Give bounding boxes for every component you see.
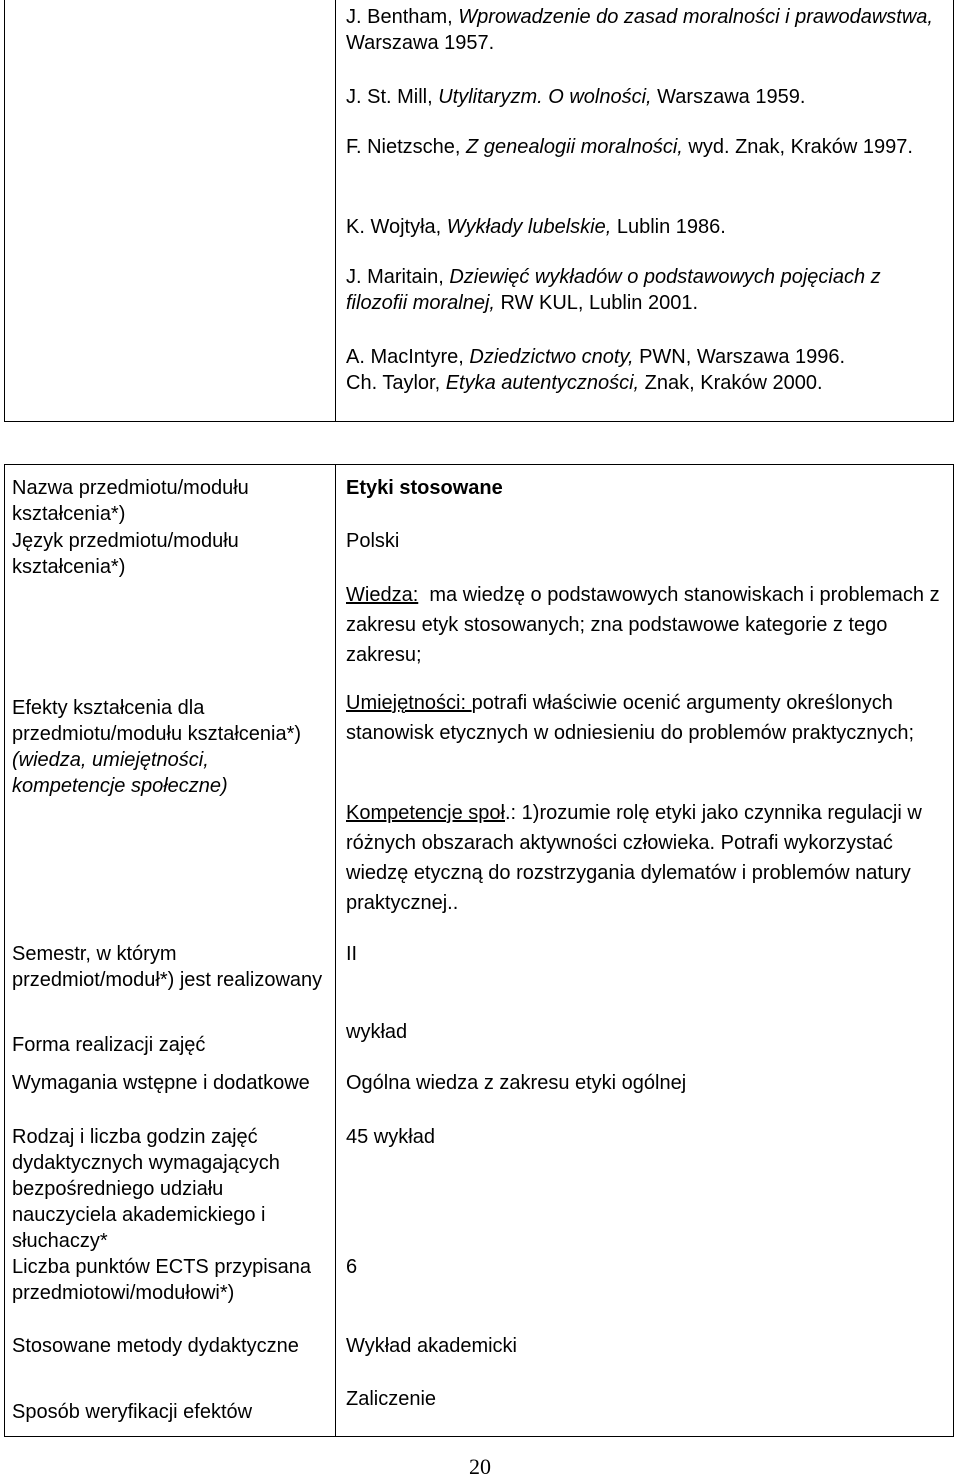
prerequisites-label: Wymagania wstępne i dodatkowe <box>12 1072 310 1094</box>
bibliography-entry: J. Bentham, Wprowadzenie do zasad moralności i prawodawstwa, Warszawa 1957. <box>346 6 933 54</box>
ects-label: Liczba punktów ECTS przypisana przedmiotowi/modułowi*) <box>12 1256 312 1304</box>
bibliography-label-cell <box>11 0 333 420</box>
class-form-value: wykład <box>346 1021 408 1043</box>
methods-label: Stosowane metody dydaktyczne <box>12 1335 299 1357</box>
language-value: Polski <box>346 530 400 552</box>
prerequisites-value: Ogólna wiedza z zakresu etyki ogólnej <box>346 1072 687 1094</box>
language-label: Język przedmiotu/modułu kształcenia*) <box>12 530 239 578</box>
verification-value: Zaliczenie <box>346 1388 437 1410</box>
bibliography-entry: F. Nietzsche, Z genealogii moralności, wyd. Znak, Kraków 1997. <box>346 136 913 158</box>
page-number: 20 <box>469 1454 491 1479</box>
column-divider <box>335 0 336 421</box>
course-name-value: Etyki stosowane <box>346 477 503 499</box>
skills-outcome: Umiejętności: potrafi właściwie ocenić argumenty określonych stanowisk etycznych w odniesieniu do problemów praktycznych; <box>346 692 915 744</box>
column-divider <box>335 465 336 1436</box>
competence-outcome: Kompetencje społ.: 1)rozumie rolę etyki jako czynnika regulacji w różnych obszarach aktywności człowieka. Potrafi wykorzystać wiedzę etyczną do rozstrzygania dylematów i problemów natury praktycznej.. <box>346 802 922 914</box>
bibliography-entry: J. Maritain, Dziewięć wykładów o podstawowych pojęciach z filozofii moralnej, RW KUL, Lublin 2001. <box>346 266 881 314</box>
hours-value: 45 wykład <box>346 1126 435 1148</box>
verification-label: Sposób weryfikacji efektów <box>12 1401 253 1423</box>
semester-label: Semestr, w którym przedmiot/moduł*) jest realizowany <box>12 943 323 991</box>
ects-value: 6 <box>346 1256 358 1278</box>
knowledge-outcome: Wiedza: ma wiedzę o podstawowych stanowiskach i problemach z zakresu etyk stosowanych; zna podstawowe kategorie z tego zakresu; <box>346 584 946 666</box>
bibliography-entry: J. St. Mill, Utylitaryzm. O wolności, Warszawa 1959. <box>346 86 806 108</box>
bibliography-entry: A. MacIntyre, Dziedzictwo cnoty, PWN, Warszawa 1996. <box>346 346 846 368</box>
bibliography-entry: Ch. Taylor, Etyka autentyczności, Znak, Kraków 2000. <box>346 372 823 394</box>
hours-label: Rodzaj i liczba godzin zajęć dydaktycznych wymagających bezpośredniego udziału nauczyciela akademickiego i słuchaczy* <box>12 1126 280 1252</box>
course-name-label: Nazwa przedmiotu/modułu kształcenia*) <box>12 477 249 525</box>
learning-outcomes-label: Efekty kształcenia dla przedmiotu/modułu kształcenia*) (wiedza, umiejętności, kompetencje społeczne) <box>12 697 302 797</box>
bibliography-entry: K. Wojtyła, Wykłady lubelskie, Lublin 1986. <box>346 216 726 238</box>
semester-value: II <box>346 943 358 965</box>
class-form-label: Forma realizacji zajęć <box>12 1034 206 1056</box>
methods-value: Wykład akademicki <box>346 1335 517 1357</box>
